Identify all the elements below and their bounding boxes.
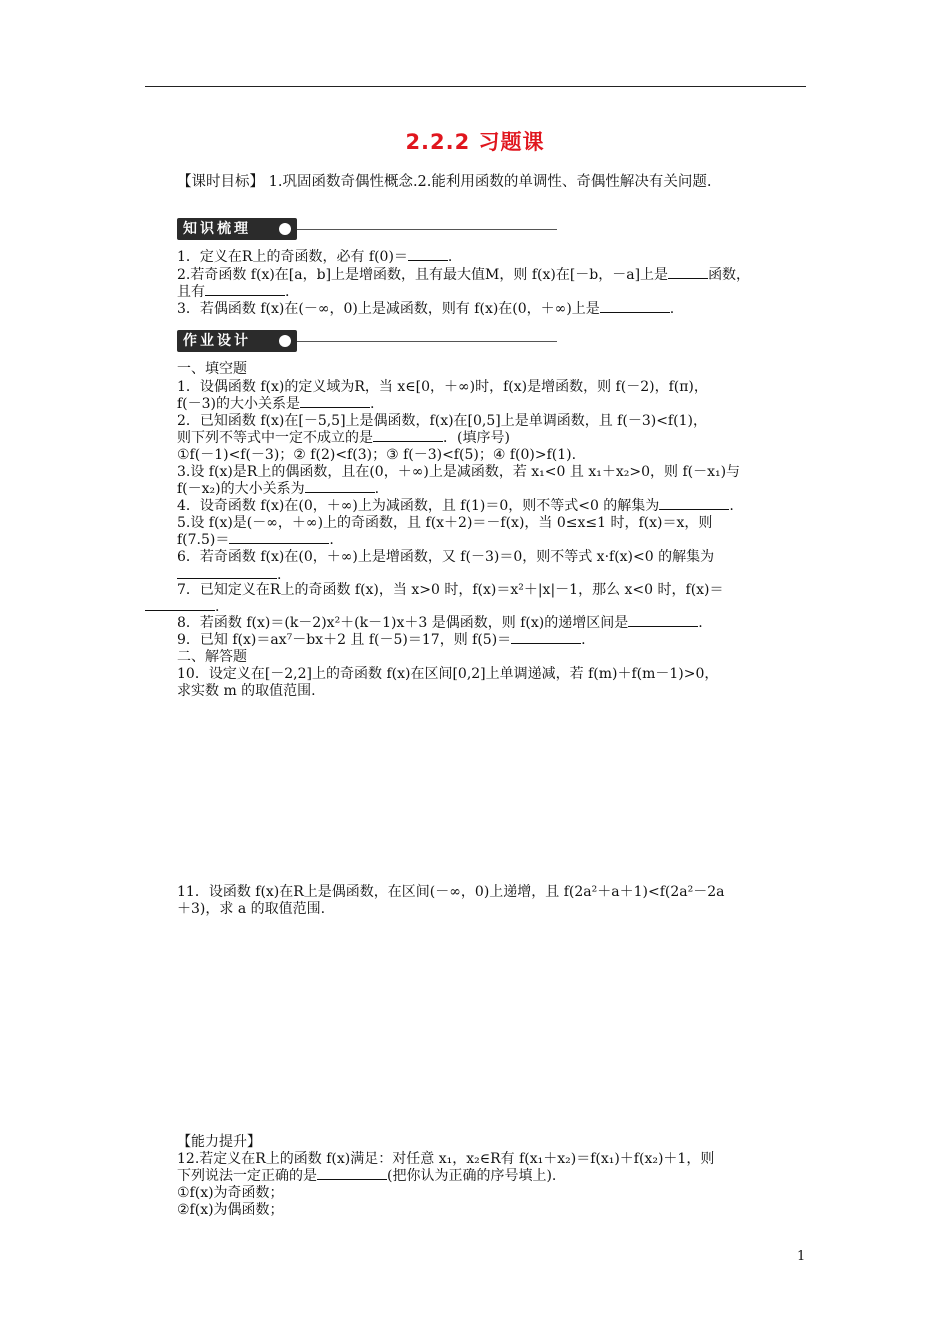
problem-10a: 10．设定义在[－2,2]上的奇函数 f(x)在区间[0,2]上单调递减，若 f(m)＋f(m－1)>0， (177, 666, 719, 682)
problem-12a: 12.若定义在R上的函数 f(x)满足：对任意 x₁，x₂∈R有 f(x₁＋x₂)＝f(x₁)＋f(x₂)＋1，则 (177, 1151, 715, 1167)
answer-blank (511, 631, 581, 644)
problem-7a: 7．已知定义在R上的奇函数 f(x)，当 x>0 时，f(x)＝x²＋|x|－1，那么 x<0 时，f(x)＝ (177, 582, 724, 598)
problem-9: 9．已知 f(x)＝ax⁷－bx＋2 且 f(－5)＝17，则 f(5)＝ . (177, 632, 586, 648)
section-rule (297, 229, 557, 230)
problem-3b: f(－x₂)的大小关系为 . (177, 481, 380, 497)
problem-2b: 则下列不等式中一定不成立的是 ．(填序号) (177, 430, 510, 446)
problem-7b: . (145, 598, 219, 616)
lesson-goal: 【课时目标】 1.巩固函数奇偶性概念.2.能利用函数的单调性、奇偶性解决有关问题. (177, 174, 712, 190)
answer-blank (628, 614, 698, 627)
problem-1b: f(－3)的大小关系是 . (177, 396, 375, 412)
answer-blank (145, 598, 215, 611)
problem-2c: ①f(－1)<f(－3)；② f(2)<f(3)；③ f(－3)<f(5)；④ f(0)>f(1). (177, 447, 577, 463)
answer-blank (177, 566, 277, 579)
problem-8: 8．若函数 f(x)＝(k－2)x²＋(k－1)x＋3 是偶函数，则 f(x)的递增区间是 . (177, 615, 703, 631)
problem-11b: ＋3)，求 a 的取值范围. (177, 901, 326, 917)
section-homework-label: 作业设计 (177, 330, 297, 352)
knowledge-line-2b: 且有 . (177, 284, 290, 300)
answer-blank (300, 395, 370, 408)
problem-5a: 5.设 f(x)是(－∞，＋∞)上的奇函数，且 f(x＋2)＝－f(x)，当 0≤x≤1 时，f(x)＝x，则 (177, 515, 713, 531)
problem-3a: 3.设 f(x)是R上的偶函数，且在(0，＋∞)上是减函数，若 x₁<0 且 x₁＋x₂>0，则 f(－x₁)与 (177, 464, 741, 480)
answer-blank (600, 300, 670, 313)
answer-blank (668, 266, 708, 279)
part2-title: 二、解答题 (177, 649, 247, 665)
problem-1a: 1．设偶函数 f(x)的定义域为R，当 x∈[0，＋∞)时，f(x)是增函数，则 f(－2)，f(π)， (177, 379, 708, 395)
problem-2a: 2．已知函数 f(x)在[－5,5]上是偶函数，f(x)在[0,5]上是单调函数，且 f(－3)<f(1)， (177, 413, 707, 429)
problem-12-option-2: ②f(x)为偶函数； (177, 1202, 284, 1218)
page-title: 2.2.2 习题课 (405, 130, 545, 154)
answer-blank (373, 429, 443, 442)
part1-title: 一、填空题 (177, 361, 247, 377)
problem-6a: 6．若奇函数 f(x)在(0，＋∞)上是增函数，又 f(－3)＝0，则不等式 x·f(x)<0 的解集为 (177, 549, 715, 565)
answer-blank (408, 248, 448, 261)
bullet-dot-icon (279, 223, 291, 235)
answer-blank (205, 283, 285, 296)
section-rule (297, 341, 557, 342)
answer-blank (229, 531, 329, 544)
knowledge-line-1: 1．定义在R上的奇函数，必有 f(0)＝ . (177, 249, 453, 265)
answer-blank (317, 1167, 387, 1180)
problem-5b: f(7.5)＝ . (177, 532, 334, 548)
page-number: 1 (797, 1249, 806, 1264)
ability-title: 【能力提升】 (177, 1134, 261, 1150)
bullet-dot-icon (279, 335, 291, 347)
knowledge-line-2: 2.若奇函数 f(x)在[a，b]上是增函数，且有最大值M，则 f(x)在[－b，－a]上是 函数， (177, 267, 751, 283)
section-knowledge-label: 知识梳理 (177, 218, 297, 240)
problem-4: 4．设奇函数 f(x)在(0，＋∞)上为减函数，且 f(1)＝0，则不等式<0 的解集为 . (177, 498, 734, 514)
problem-6b: . (177, 566, 281, 584)
problem-10b: 求实数 m 的取值范围. (177, 683, 316, 699)
problem-12b: 下列说法一定正确的是 (把你认为正确的序号填上). (177, 1168, 557, 1184)
knowledge-line-3: 3．若偶函数 f(x)在(－∞，0)上是减函数，则有 f(x)在(0，＋∞)上是 . (177, 301, 675, 317)
header-rule (145, 86, 806, 87)
answer-blank (659, 497, 729, 510)
problem-11a: 11．设函数 f(x)在R上是偶函数，在区间(－∞，0)上递增，且 f(2a²＋a＋1)<f(2a²－2a (177, 884, 725, 900)
problem-12-option-1: ①f(x)为奇函数； (177, 1185, 284, 1201)
answer-blank (305, 480, 375, 493)
